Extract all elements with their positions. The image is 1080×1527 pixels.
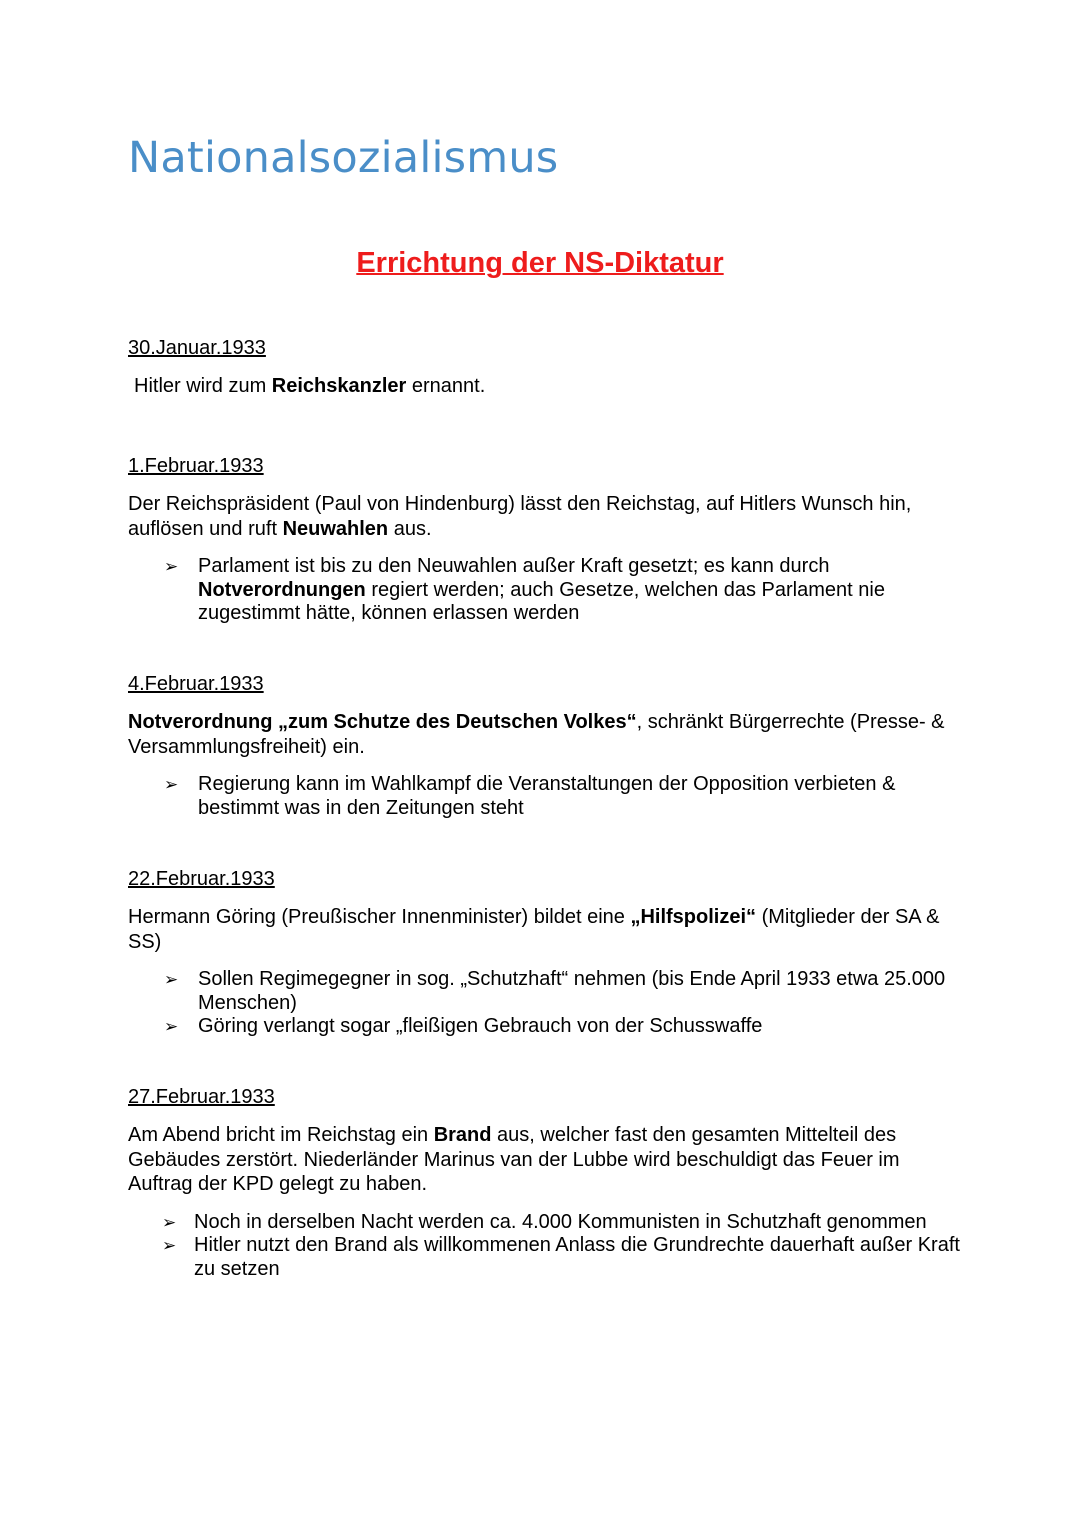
- bullet-text: Noch in derselben Nacht werden ca. 4.000 Kommunisten in Schutzhaft genommen: [194, 1210, 927, 1233]
- arrow-bullet-icon: ➢: [164, 775, 179, 794]
- section-date: 30.Januar.1933: [128, 337, 266, 359]
- section-30-januar-1933: [128, 336, 968, 399]
- paragraph-text: Der Reichspräsident (Paul von Hindenburg) lässt den Reichstag, auf Hitlers Wunsch hin, auflösen und ruft: [128, 493, 912, 540]
- section-paragraph: [128, 905, 968, 954]
- document-title: Nationalsozialismus: [128, 133, 559, 183]
- arrow-bullet-icon: ➢: [162, 1212, 177, 1232]
- section-paragraph: [128, 710, 968, 759]
- section-date: 1.Februar.1933: [128, 455, 264, 477]
- section-22-februar-1933: [128, 867, 968, 1039]
- arrow-bullet-icon: ➢: [164, 970, 179, 989]
- paragraph-bold-term: Brand: [433, 1124, 492, 1146]
- bullet-item: [128, 555, 968, 626]
- document-subtitle: Errichtung der NS-Diktatur: [356, 247, 724, 279]
- section-date: 4.Februar.1933: [128, 673, 264, 695]
- section-paragraph: [128, 1123, 968, 1197]
- arrow-bullet-icon: ➢: [162, 1236, 177, 1255]
- bullet-text: Sollen Regimegegner in sog. „Schutzhaft“ nehmen (bis Ende April 1933 etwa 25.000 Menschen): [198, 968, 946, 1014]
- section-paragraph: [128, 374, 968, 399]
- bullet-list: [128, 555, 968, 626]
- bullet-item: [128, 968, 968, 1015]
- bullet-item: [128, 1211, 968, 1235]
- bullet-item: [128, 773, 968, 820]
- paragraph-text: aus.: [388, 517, 432, 540]
- arrow-bullet-icon: ➢: [164, 1017, 179, 1036]
- bullet-bold-term: Notverordnungen: [198, 578, 366, 601]
- bullet-list: [128, 773, 968, 820]
- paragraph-text: (Mitglieder der SA & SS): [128, 906, 940, 953]
- bullet-text: regiert werden; auch Gesetze, welchen das Parlament nie zugestimmt hätte, können erlassen werden: [198, 578, 885, 624]
- paragraph-bold-term: „Hilfspolizei“: [630, 906, 757, 928]
- paragraph-text: Am Abend bricht im Reichstag ein: [128, 1124, 434, 1146]
- section-date: 27.Februar.1933: [128, 1086, 275, 1108]
- paragraph-text: Hermann Göring (Preußischer Innenminister) bildet eine: [128, 906, 631, 928]
- paragraph-bold-term: Reichskanzler: [271, 375, 407, 397]
- bullet-text: Hitler nutzt den Brand als willkommenen Anlass die Grundrechte dauerhaft außer Kraft zu setzen: [194, 1234, 960, 1280]
- bullet-text: Parlament ist bis zu den Neuwahlen außer Kraft gesetzt; es kann durch: [198, 555, 830, 577]
- section-date: 22.Februar.1933: [128, 868, 275, 890]
- section-4-februar-1933: [128, 672, 968, 820]
- paragraph-text: , schränkt Bürgerrechte (Presse- & Versammlungsfreiheit) ein.: [128, 711, 945, 758]
- paragraph-text: ernannt.: [406, 375, 486, 397]
- bullet-text: Regierung kann im Wahlkampf die Veranstaltungen der Opposition verbieten & bestimmt was in den Zeitungen steht: [198, 773, 896, 819]
- section-1-februar-1933: [128, 454, 968, 626]
- paragraph-bold-term: Neuwahlen: [282, 517, 389, 540]
- section-27-februar-1933: [128, 1085, 968, 1281]
- section-paragraph: [128, 492, 968, 541]
- paragraph-bold-term: Notverordnung „zum Schutze des Deutschen Volkes“: [128, 711, 637, 733]
- bullet-item: [128, 1015, 968, 1039]
- bullet-list: [128, 968, 968, 1039]
- bullet-item: [128, 1234, 968, 1281]
- bullet-text: Göring verlangt sogar „fleißigen Gebrauch von der Schusswaffe: [198, 1015, 763, 1037]
- paragraph-text: Hitler wird zum: [134, 375, 272, 397]
- arrow-bullet-icon: ➢: [164, 557, 179, 576]
- paragraph-text: aus, welcher fast den gesamten Mittelteil des Gebäudes zerstört. Niederländer Marinus van der Lubbe wird beschuldigt das Feuer im Auftrag der KPD gelegt zu haben.: [128, 1124, 900, 1195]
- bullet-list: [128, 1211, 968, 1282]
